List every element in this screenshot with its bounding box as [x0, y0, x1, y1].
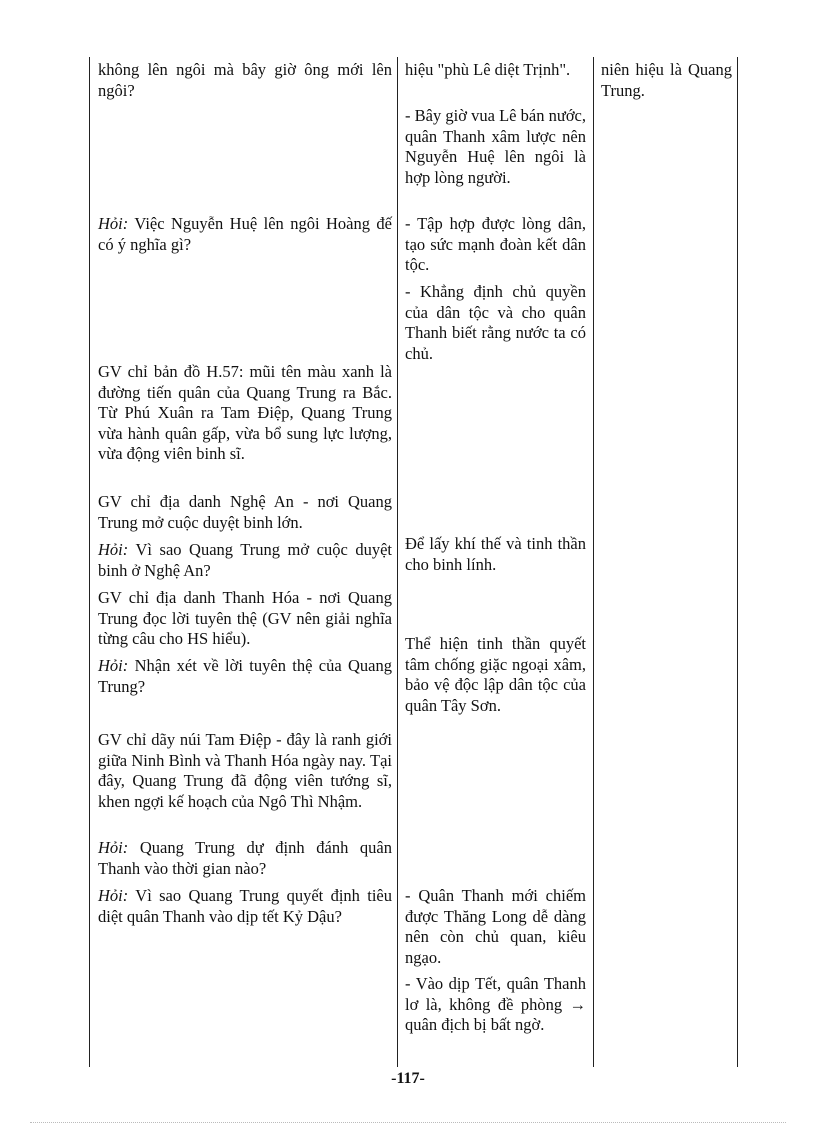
- question-label: Hỏi:: [98, 656, 129, 675]
- notes-text-1: niên hiệu là Quang Trung.: [601, 60, 732, 100]
- answer-text-1: hiệu "phù Lê diệt Trịnh".: [405, 60, 571, 79]
- table-border-col1-col2: [397, 57, 398, 1067]
- answer-text-5: Để lấy khí thế và tinh thần cho binh lính.: [405, 534, 586, 574]
- answer-text-8-start: - Vào dịp Tết, quân Thanh lơ là, không đề phòng: [405, 974, 586, 1014]
- answer-text-4: - Khẳng định chủ quyền của dân tộc và cho quân Thanh biết rằng nước ta có chủ.: [405, 282, 586, 363]
- question-text: Việc Nguyễn Huệ lên ngôi Hoàng đế có ý nghĩa gì?: [98, 214, 392, 254]
- question-significance: [98, 214, 392, 255]
- question-text: Vì sao Quang Trung mở cuộc duyệt binh ở Nghệ An?: [98, 540, 392, 580]
- question-text: Nhận xét về lời tuyên thệ của Quang Trung?: [98, 656, 392, 696]
- question-oath: [98, 656, 392, 697]
- question-text: Quang Trung dự định đánh quân Thanh vào thời gian nào?: [98, 838, 392, 878]
- teacher-map-h57: GV chỉ bản đồ H.57: mũi tên màu xanh là đường tiến quân của Quang Trung ra Bắc. Từ Phú Xuân ra Tam Điệp, Quang Trung vừa hành quân gấp, vừa bổ sung lực lượng, vừa động viên binh sĩ.: [98, 362, 392, 464]
- question-text: Vì sao Quang Trung quyết định tiêu diệt quân Thanh vào dịp tết Kỷ Dậu?: [98, 886, 392, 926]
- arrow-right-icon: →: [569, 994, 586, 1014]
- page-number: -117-: [391, 1070, 425, 1087]
- answer-text-7: - Quân Thanh mới chiếm được Thăng Long dễ dàng nên còn chủ quan, kiêu ngạo.: [405, 886, 586, 967]
- question-tet-ky-dau: [98, 886, 392, 927]
- answer-text-8: [405, 974, 586, 1036]
- table-border-left: [89, 57, 90, 1067]
- teacher-thanh-hoa: GV chỉ địa danh Thanh Hóa - nơi Quang Trung đọc lời tuyên thệ (GV nên giải nghĩa từng câu cho HS hiểu).: [98, 588, 392, 649]
- answer-text-6: Thể hiện tinh thần quyết tâm chống giặc ngoại xâm, bảo vệ độc lập dân tộc của quân Tây Sơn.: [405, 634, 586, 715]
- answer-text-2: - Bây giờ vua Lê bán nước, quân Thanh xâm lược nên Nguyễn Huệ lên ngôi là hợp lòng người.: [405, 106, 586, 187]
- table-border-right: [737, 57, 738, 1067]
- question-label: Hỏi:: [98, 214, 129, 233]
- question-label: Hỏi:: [98, 838, 129, 857]
- answer-text-8-end: quân địch bị bất ngờ.: [405, 1015, 545, 1035]
- question-nghe-an: [98, 540, 392, 581]
- question-timing: [98, 838, 392, 879]
- teacher-text-1: không lên ngôi mà bây giờ ông mới lên ngôi?: [98, 60, 392, 100]
- answer-text-3: - Tập hợp được lòng dân, tạo sức mạnh đoàn kết dân tộc.: [405, 214, 586, 275]
- question-label: Hỏi:: [98, 886, 129, 905]
- question-label: Hỏi:: [98, 540, 129, 559]
- table-border-col2-col3: [593, 57, 594, 1067]
- teacher-tam-diep: GV chỉ dãy núi Tam Điệp - đây là ranh giới giữa Ninh Bình và Thanh Hóa ngày nay. Tại đây, Quang Trung đã động viên tướng sĩ, khen ngợi kế hoạch của Ngô Thì Nhậm.: [98, 730, 392, 811]
- teacher-nghe-an: GV chỉ địa danh Nghệ An - nơi Quang Trung mở cuộc duyệt binh lớn.: [98, 492, 392, 532]
